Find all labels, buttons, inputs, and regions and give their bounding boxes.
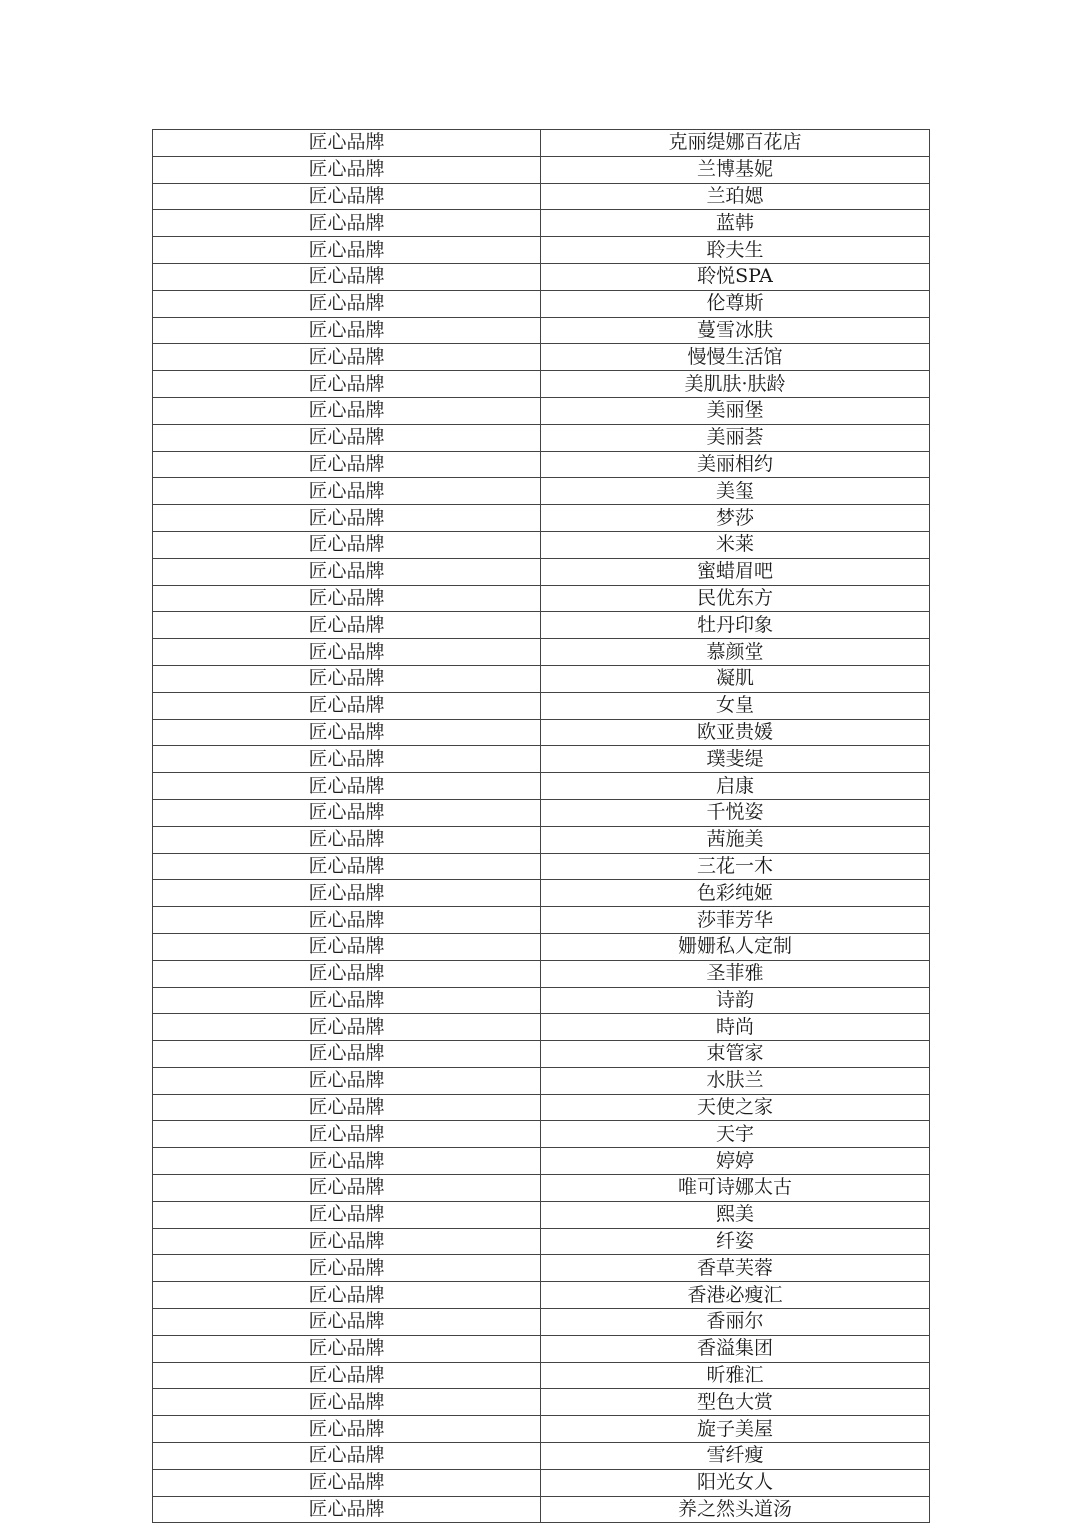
table-row [153,130,930,157]
brand-name-cell: 水肤兰 [541,1067,930,1094]
brand-name-cell: 璞斐缇 [541,746,930,773]
category-cell: 匠心品牌 [153,1228,541,1255]
category-cell: 匠心品牌 [153,880,541,907]
table-row [153,1496,930,1523]
category-cell: 匠心品牌 [153,1496,541,1523]
table-row [153,799,930,826]
table-row [153,183,930,210]
brand-name-cell: 欧亚贵媛 [541,719,930,746]
brand-name-cell: 阳光女人 [541,1469,930,1496]
table-row [153,826,930,853]
table-row [153,692,930,719]
brand-name-cell: 米莱 [541,531,930,558]
category-cell: 匠心品牌 [153,1282,541,1309]
table-row [153,237,930,264]
table-row [153,505,930,532]
category-cell: 匠心品牌 [153,290,541,317]
table-row [153,397,930,424]
table-row [153,1309,930,1336]
brand-name-cell: 型色大赏 [541,1389,930,1416]
brand-name-cell: 茜施美 [541,826,930,853]
brand-name-cell: 圣菲雅 [541,960,930,987]
brand-name-cell: 昕雅汇 [541,1362,930,1389]
brand-name-cell: 蔓雪冰肤 [541,317,930,344]
table-row [153,665,930,692]
category-cell: 匠心品牌 [153,371,541,398]
brand-name-cell: 启康 [541,773,930,800]
category-cell: 匠心品牌 [153,665,541,692]
table-row [153,639,930,666]
table-body [153,130,930,1523]
category-cell: 匠心品牌 [153,585,541,612]
brand-name-cell: 纤姿 [541,1228,930,1255]
category-cell: 匠心品牌 [153,746,541,773]
brand-name-cell: 梦莎 [541,505,930,532]
category-cell: 匠心品牌 [153,1014,541,1041]
table-row [153,1255,930,1282]
category-cell: 匠心品牌 [153,719,541,746]
table-row [153,746,930,773]
brand-name-cell: 香溢集团 [541,1335,930,1362]
brand-name-cell: 慕颜堂 [541,639,930,666]
brand-name-cell: 香丽尔 [541,1309,930,1336]
category-cell: 匠心品牌 [153,960,541,987]
brand-name-cell: 民优东方 [541,585,930,612]
category-cell: 匠心品牌 [153,505,541,532]
table-row [153,558,930,585]
category-cell: 匠心品牌 [153,853,541,880]
brand-name-cell: 時尚 [541,1014,930,1041]
brand-name-cell: 蜜蜡眉吧 [541,558,930,585]
table-row [153,719,930,746]
table-row [153,880,930,907]
category-cell: 匠心品牌 [153,1389,541,1416]
brand-name-cell: 雪纤瘦 [541,1443,930,1470]
category-cell: 匠心品牌 [153,1335,541,1362]
category-cell: 匠心品牌 [153,1201,541,1228]
brand-name-cell: 束管家 [541,1041,930,1068]
category-cell: 匠心品牌 [153,317,541,344]
brand-name-cell: 女皇 [541,692,930,719]
category-cell: 匠心品牌 [153,156,541,183]
brand-name-cell: 慢慢生活馆 [541,344,930,371]
category-cell: 匠心品牌 [153,451,541,478]
category-cell: 匠心品牌 [153,1041,541,1068]
table-row [153,853,930,880]
brand-name-cell: 天宇 [541,1121,930,1148]
brand-name-cell: 色彩纯姬 [541,880,930,907]
category-cell: 匠心品牌 [153,344,541,371]
category-cell: 匠心品牌 [153,826,541,853]
brand-name-cell: 千悦姿 [541,799,930,826]
table-row [153,960,930,987]
category-cell: 匠心品牌 [153,478,541,505]
category-cell: 匠心品牌 [153,531,541,558]
category-cell: 匠心品牌 [153,1416,541,1443]
table-row [153,1014,930,1041]
category-cell: 匠心品牌 [153,558,541,585]
category-cell: 匠心品牌 [153,1175,541,1202]
brand-name-cell: 唯可诗娜太古 [541,1175,930,1202]
brand-name-cell: 养之然头道汤 [541,1496,930,1523]
table-row [153,317,930,344]
brand-name-cell: 美肌肤·肤龄 [541,371,930,398]
category-cell: 匠心品牌 [153,933,541,960]
category-cell: 匠心品牌 [153,773,541,800]
category-cell: 匠心品牌 [153,987,541,1014]
category-cell: 匠心品牌 [153,397,541,424]
category-cell: 匠心品牌 [153,612,541,639]
brand-name-cell: 三花一木 [541,853,930,880]
brand-name-cell: 牡丹印象 [541,612,930,639]
category-cell: 匠心品牌 [153,639,541,666]
brand-table [152,129,930,1523]
table-row [153,1335,930,1362]
brand-name-cell: 天使之家 [541,1094,930,1121]
table-row [153,773,930,800]
brand-name-cell: 旋子美屋 [541,1416,930,1443]
table-row [153,424,930,451]
category-cell: 匠心品牌 [153,1121,541,1148]
brand-name-cell: 诗韵 [541,987,930,1014]
brand-name-cell: 克丽缇娜百花店 [541,130,930,157]
brand-name-cell: 香港必瘦汇 [541,1282,930,1309]
table-row [153,371,930,398]
brand-name-cell: 美丽荟 [541,424,930,451]
table-row [153,263,930,290]
brand-name-cell: 姗姗私人定制 [541,933,930,960]
table-row [153,1282,930,1309]
table-row [153,585,930,612]
table-row [153,1416,930,1443]
brand-name-cell: 美丽堡 [541,397,930,424]
brand-name-cell: 婷婷 [541,1148,930,1175]
category-cell: 匠心品牌 [153,1094,541,1121]
brand-name-cell: 熙美 [541,1201,930,1228]
category-cell: 匠心品牌 [153,237,541,264]
table-row [153,1389,930,1416]
table-row [153,907,930,934]
category-cell: 匠心品牌 [153,1469,541,1496]
table-row [153,1121,930,1148]
brand-name-cell: 蓝韩 [541,210,930,237]
table-row [153,933,930,960]
table-row [153,531,930,558]
category-cell: 匠心品牌 [153,263,541,290]
table-row [153,1094,930,1121]
table-row [153,210,930,237]
table-row [153,1175,930,1202]
table-row [153,1443,930,1470]
table-row [153,612,930,639]
brand-name-cell: 美玺 [541,478,930,505]
category-cell: 匠心品牌 [153,1362,541,1389]
table-row [153,290,930,317]
table-row [153,1041,930,1068]
table-row [153,1469,930,1496]
category-cell: 匠心品牌 [153,183,541,210]
category-cell: 匠心品牌 [153,692,541,719]
category-cell: 匠心品牌 [153,1443,541,1470]
table-row [153,1067,930,1094]
category-cell: 匠心品牌 [153,1067,541,1094]
category-cell: 匠心品牌 [153,210,541,237]
table-row [153,1148,930,1175]
brand-name-cell: 香草芙蓉 [541,1255,930,1282]
brand-name-cell: 莎菲芳华 [541,907,930,934]
category-cell: 匠心品牌 [153,424,541,451]
brand-name-cell: 聆夫生 [541,237,930,264]
brand-name-cell: 聆悦SPA [541,263,930,290]
category-cell: 匠心品牌 [153,907,541,934]
table-row [153,344,930,371]
brand-name-cell: 美丽相约 [541,451,930,478]
category-cell: 匠心品牌 [153,1309,541,1336]
table-row [153,156,930,183]
brand-name-cell: 凝肌 [541,665,930,692]
category-cell: 匠心品牌 [153,1255,541,1282]
table-row [153,1201,930,1228]
brand-name-cell: 兰珀媤 [541,183,930,210]
category-cell: 匠心品牌 [153,799,541,826]
brand-name-cell: 兰博基妮 [541,156,930,183]
table-row [153,987,930,1014]
table-row [153,1228,930,1255]
category-cell: 匠心品牌 [153,130,541,157]
brand-name-cell: 伦尊斯 [541,290,930,317]
table-row [153,451,930,478]
table-row [153,478,930,505]
table-row [153,1362,930,1389]
category-cell: 匠心品牌 [153,1148,541,1175]
